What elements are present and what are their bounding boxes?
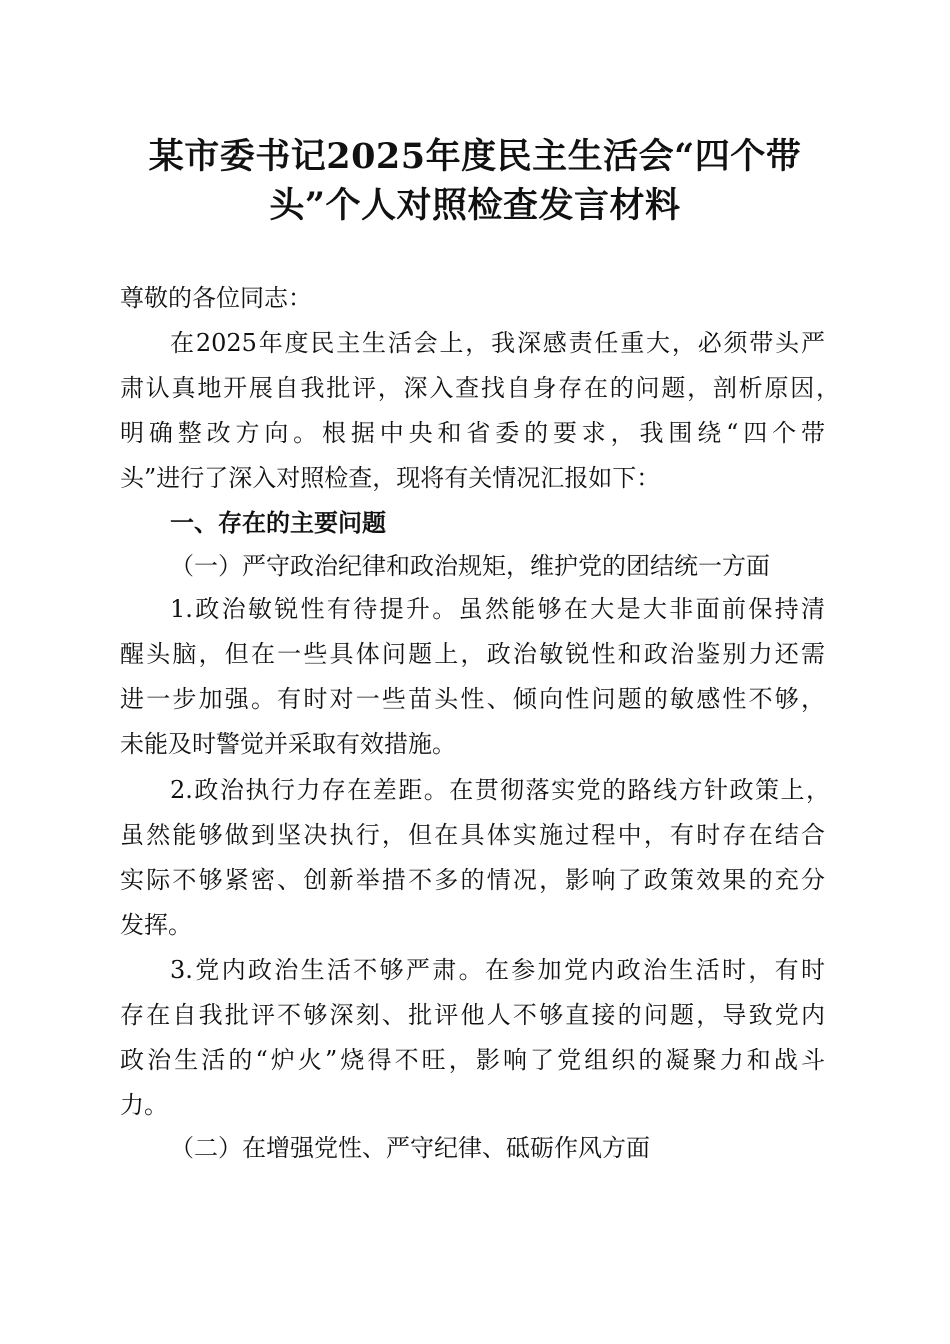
subsection-heading-1: （一）严守政治纪律和政治规矩，维护党的团结统一方面 [170,552,770,580]
intro-line-4: 头”进行了深入对照检查，现将有关情况汇报如下： [120,464,661,492]
item-2-line-3: 实际不够紧密、创新举措不多的情况，影响了政策效果的充分 [120,866,825,894]
item-3-line-1: 3.党内政治生活不够严肃。在参加党内政治生活时，有时 [170,956,825,984]
intro-line-1: 在2025年度民主生活会上，我深感责任重大，必须带头严 [170,329,825,357]
item-1-line-2: 醒头脑，但在一些具体问题上，政治敏锐性和政治鉴别力还需 [120,640,825,668]
item-3-line-3: 政治生活的“炉火”烧得不旺，影响了党组织的凝聚力和战斗 [120,1046,825,1074]
item-1-line-1: 1.政治敏锐性有待提升。虽然能够在大是大非面前保持清 [170,595,825,623]
item-3-line-4: 力。 [120,1091,168,1119]
document-title-line-2: 头”个人对照检查发言材料 [269,185,681,226]
item-3-line-2: 存在自我批评不够深刻、批评他人不够直接的问题，导致党内 [120,1001,825,1029]
intro-line-3: 明确整改方向。根据中央和省委的要求，我围绕“四个带 [120,419,825,447]
subsection-heading-2: （二）在增强党性、严守纪律、砥砺作风方面 [170,1134,650,1162]
item-2-line-1: 2.政治执行力存在差距。在贯彻落实党的路线方针政策上， [170,776,830,804]
intro-line-2: 肃认真地开展自我批评，深入查找自身存在的问题，剖析原因， [120,374,840,402]
salutation: 尊敬的各位同志： [120,284,312,312]
item-2-line-4: 发挥。 [120,911,192,939]
item-2-line-2: 虽然能够做到坚决执行，但在具体实施过程中，有时存在结合 [120,821,825,849]
section-heading-problems: 一、存在的主要问题 [170,508,386,537]
item-1-line-3: 进一步加强。有时对一些苗头性、倾向性问题的敏感性不够， [120,685,825,713]
item-1-line-4: 未能及时警觉并采取有效措施。 [120,730,456,758]
document-title-line-1: 某市委书记2025年度民主生活会“四个带 [148,136,802,177]
